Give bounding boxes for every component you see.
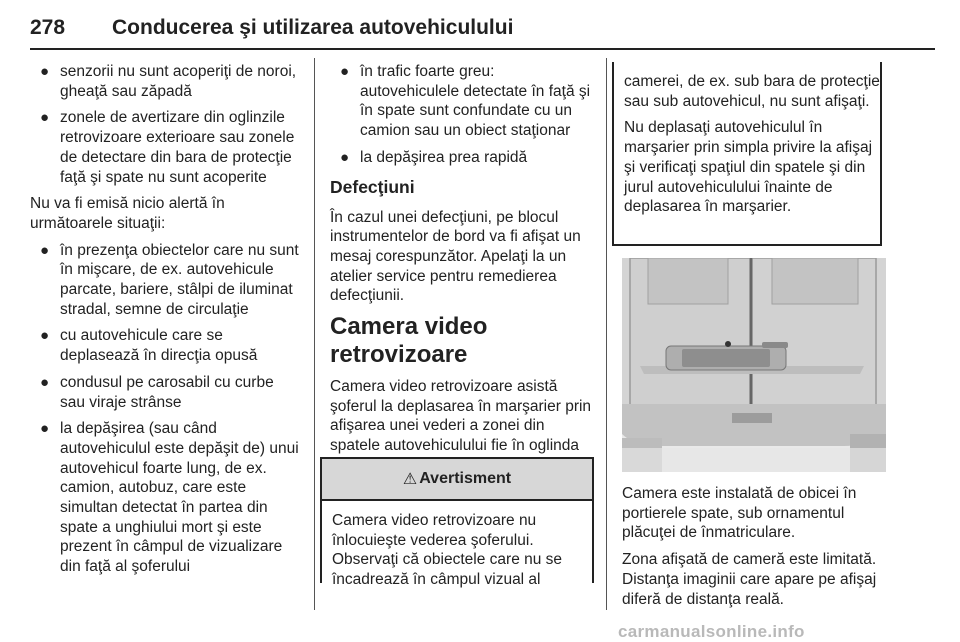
bullet-icon: ● xyxy=(40,420,50,438)
section-title: Camera video retrovizoare xyxy=(330,313,488,369)
watermark: carmanualsonline.info xyxy=(618,622,805,641)
situations-intro: Nu va fi emisă nicio alertă în următoarele situaţii: xyxy=(30,195,225,232)
warning-cont-text: Nu deplasaţi autovehiculul în marşarier prin simpla privire la afişaj şi verificaţi spaţiul din spatele şi din jurul autovehiculului înainte de deplasarea în marşarier. xyxy=(624,119,873,216)
camera-range-text: Zona afişată de cameră este limitată. Distanţa imaginii care apare pe afişaj diferă de distanţa reală. xyxy=(622,551,877,608)
list-item: ● în trafic foarte greu: autovehiculele detectate în faţă şi în spate sunt confundate cu un camion sau un obiect staţionar xyxy=(340,63,591,140)
bullet-icon: ● xyxy=(40,373,50,391)
page-header xyxy=(30,8,935,50)
bullet-icon: ● xyxy=(340,148,350,166)
warning-icon: ⚠ xyxy=(402,471,418,488)
list-item: ● senzorii nu sunt acoperiţi de noroi, gheaţă sau zăpadă xyxy=(40,63,297,100)
situation-list xyxy=(30,241,300,577)
faults-text: În cazul unei defecţiuni, pe blocul instrumentelor de bord va fi afişat un mesaj corespunzător. Apelaţi la un atelier service pentru remedierea defecţiunii. xyxy=(330,208,581,305)
warning-box-continued xyxy=(612,62,882,246)
warning-box xyxy=(320,457,594,589)
list-item: ● în prezenţa obiectelor care nu sunt în mişcare, de ex. autovehicule parcate, bariere, stâlpi de iluminat stradal, semne de circulaţie xyxy=(40,241,299,318)
column-right-text xyxy=(622,484,890,616)
van-rear-illustration xyxy=(622,258,886,472)
column-left xyxy=(30,62,300,584)
list-item: ● zonele de avertizare din oglinzile retrovizoare exterioare sau zonele de detectare din bara de protecţie faţă şi spate nu sunt acoperite xyxy=(40,109,295,186)
bullet-icon: ● xyxy=(340,63,350,80)
condition-list xyxy=(30,62,300,187)
bullet-icon: ● xyxy=(40,241,50,259)
faults-heading: Defecţiuni xyxy=(330,176,415,197)
list-item: ● la depăşirea (sau când autovehiculul este depăşit de) unui autovehicul foarte lung, de ex. camion, autobuz, care este simultan detectat în partea din spate a unghiului mort şi este prezent în câmpul de vizualizare din faţă al şoferului xyxy=(40,420,299,576)
camera-location-text: Camera este instalată de obicei în portierele spate, sub ornamentul plăcuţei de înmatriculare. xyxy=(622,485,857,542)
bullet-icon: ● xyxy=(40,327,50,345)
header-rule xyxy=(30,48,935,50)
page-number: 278 xyxy=(30,16,66,39)
running-title: Conducerea şi utilizarea autovehiculului xyxy=(112,16,514,39)
column-divider xyxy=(314,58,315,610)
list-item: ● la depăşirea prea rapidă xyxy=(340,148,528,166)
warning-title: Avertisment xyxy=(419,470,512,487)
situation-list-cont xyxy=(330,62,592,168)
bullet-icon: ● xyxy=(40,109,50,127)
warning-header xyxy=(322,459,592,501)
warning-cont-text: camerei, de ex. sub bara de protecţie sau sub autovehicul, nu sunt afişaţi. xyxy=(624,73,880,110)
rear-camera-figure xyxy=(622,258,886,472)
list-item: ● cu autovehicule care se deplasează în direcţia opusă xyxy=(40,327,258,365)
list-item: ● condusul pe carosabil cu curbe sau viraje strânse xyxy=(40,373,274,411)
section-text: Camera video retrovizoare asistă şoferul la deplasarea în marşarier prin afişarea unei vederi a zonei din spatele autovehiculului fie în oglinda xyxy=(330,378,592,455)
column-middle xyxy=(330,62,592,502)
warning-text: Camera video retrovizoare nu înlocuieşte vederea şoferului. Observaţi că obiectele care nu se încadrează în câmpul vizual al xyxy=(332,512,563,589)
column-divider xyxy=(606,58,607,610)
bullet-icon: ● xyxy=(40,63,50,80)
